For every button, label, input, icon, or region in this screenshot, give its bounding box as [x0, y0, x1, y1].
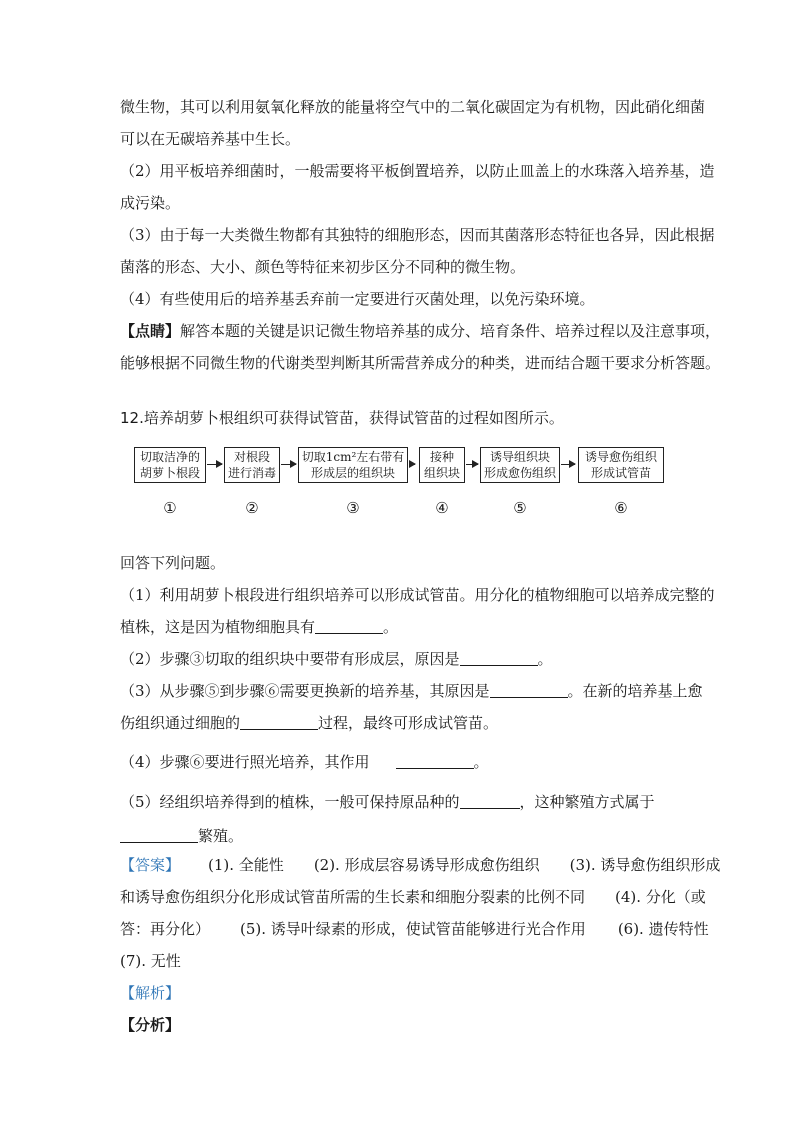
answer-item: (4). 分化（或 — [615, 888, 706, 906]
text-segment: 繁殖。 — [198, 827, 244, 845]
step-number: ⑤ — [513, 499, 527, 517]
text-segment: 植株，这是因为植物细胞具有 — [120, 618, 316, 636]
text-line: （2）用平板培养细菌时，一般需要将平板倒置培养，以防止皿盖上的水珠落入培养基，造 — [120, 162, 715, 180]
intro-text: 回答下列问题。 — [120, 554, 226, 572]
flow-arrow — [207, 464, 222, 465]
text-line: （4）有些使用后的培养基丢弃前一定要进行灭菌处理，以免污染环境。 — [120, 290, 595, 308]
answer-item: (2). 形成层容易诱导形成愈伤组织 — [313, 856, 540, 874]
sub-question-3-cont — [120, 713, 680, 733]
answer-blank[interactable] — [460, 650, 538, 666]
flow-step-5 — [480, 447, 560, 483]
answer-item: (1). 全能性 — [208, 856, 284, 874]
text-line: 菌落的形态、大小、颜色等特征来初步区分不同种的微生物。 — [120, 258, 526, 276]
sub-question-3 — [120, 681, 703, 701]
text-segment: 。在新的培养基上愈 — [567, 682, 703, 700]
flow-step-text: 诱导愈伤组织 — [584, 450, 657, 464]
text-line: 成污染。 — [120, 194, 181, 212]
flow-step-2 — [224, 447, 280, 483]
text-line: 可以在无碳培养基中生长。 — [120, 130, 301, 148]
answer-line: (7). 无性 — [120, 952, 181, 970]
sub-question-2 — [120, 649, 680, 669]
flow-arrow — [409, 464, 415, 465]
flow-step-text: 接种 — [429, 450, 454, 464]
answer-blank[interactable] — [315, 618, 383, 634]
text-segment: 。 — [537, 650, 553, 668]
sub-question-1-cont — [120, 617, 680, 637]
step-number: ④ — [435, 499, 449, 517]
sub-question-5 — [120, 792, 680, 812]
flow-step-text: 组织块 — [423, 466, 460, 480]
step-number: ③ — [346, 499, 360, 517]
question-stem — [120, 408, 680, 428]
process-flow-diagram — [130, 443, 670, 523]
text-line: 微生物，其可以利用氨氧化释放的能量将空气中的二氧化碳固定为有机物，因此硝化细菌 — [120, 98, 706, 116]
fenxi-heading: 【分析】 — [120, 1016, 181, 1034]
answer-line — [120, 919, 709, 939]
sub-question-4 — [120, 752, 680, 772]
answer-blank[interactable] — [396, 753, 474, 769]
text-line: （3）由于每一大类微生物都有其独特的细胞形态，因而其菌落形态特征也各异，因此根据 — [120, 226, 715, 244]
text-segment: （3）从步骤⑤到步骤⑥需要更换新的培养基，其原因是 — [120, 682, 490, 700]
text-segment: （2）步骤③切取的组织块中要带有形成层，原因是 — [120, 650, 460, 668]
flow-step-text: 胡萝卜根段 — [139, 466, 200, 480]
flow-step-1 — [134, 447, 206, 483]
step-number: ② — [245, 499, 259, 517]
flow-step-text: 切取1cm²左右带有 — [301, 450, 405, 464]
answer-item: (3). 诱导愈伤组织形成 — [569, 856, 721, 874]
answer-blank[interactable] — [490, 682, 568, 698]
dianjing-tag: 【点睛】 — [120, 322, 181, 340]
flow-step-text: 进行消毒 — [227, 466, 276, 480]
flow-arrow — [466, 464, 478, 465]
flow-step-text: 诱导组织块 — [489, 450, 550, 464]
answer-blank[interactable] — [120, 827, 198, 843]
answer-blank[interactable] — [460, 793, 520, 809]
answer-tag: 【答案】 — [120, 856, 181, 874]
step-number: ⑥ — [614, 499, 628, 517]
flow-step-6 — [578, 447, 664, 483]
text-segment: ，这种繁殖方式属于 — [519, 793, 655, 811]
flow-arrow — [281, 464, 296, 465]
answer-blank[interactable] — [240, 714, 318, 730]
text-line — [120, 321, 721, 341]
dianjing-text: 解答本题的关键是识记微生物培养基的成分、培育条件、培养过程以及注意事项， — [180, 322, 721, 340]
text-segment: （4）步骤⑥要进行照光培养，其作用 — [120, 753, 370, 771]
flow-step-4 — [419, 447, 465, 483]
answer-item: (6). 遗传特性 — [617, 920, 709, 938]
jiexi-heading: 【解析】 — [120, 984, 181, 1002]
text-line: 能够根据不同微生物的代谢类型判断其所需营养成分的种类，进而结合题干要求分析答题。 — [120, 354, 721, 372]
text-segment: 。 — [383, 618, 399, 636]
flow-step-text: 形成愈伤组织 — [483, 466, 556, 480]
flow-arrow — [561, 464, 575, 465]
text-segment: （5）经组织培养得到的植株，一般可保持原品种的 — [120, 793, 460, 811]
answer-item: (5). 诱导叶绿素的形成，使试管苗能够进行光合作用 — [240, 920, 586, 938]
text-segment: 。 — [473, 753, 489, 771]
answer-line — [120, 855, 721, 875]
sub-question-1: （1）利用胡萝卜根段进行组织培养可以形成试管苗。用分化的植物细胞可以培养成完整的 — [120, 586, 715, 604]
text-segment: 伤组织通过细胞的 — [120, 714, 241, 732]
answer-line — [120, 887, 706, 907]
sub-question-5-cont — [120, 826, 680, 846]
flow-step-3 — [298, 447, 408, 483]
question-text: 培养胡萝卜根组织可获得试管苗，获得试管苗的过程如图所示。 — [143, 409, 564, 427]
question-number: 12. — [120, 409, 144, 427]
flow-step-text: 切取洁净的 — [139, 450, 200, 464]
text-segment: 过程，最终可形成试管苗。 — [318, 714, 499, 732]
flow-step-text: 形成试管苗 — [590, 466, 651, 480]
step-number: ① — [163, 499, 177, 517]
flow-step-text: 形成层的组织块 — [310, 466, 395, 480]
answer-item: 和诱导愈伤组织分化形成试管苗所需的生长素和细胞分裂素的比例不同 — [120, 888, 586, 906]
answer-item: 答：再分化） — [120, 920, 211, 938]
flow-step-text: 对根段 — [233, 450, 270, 464]
